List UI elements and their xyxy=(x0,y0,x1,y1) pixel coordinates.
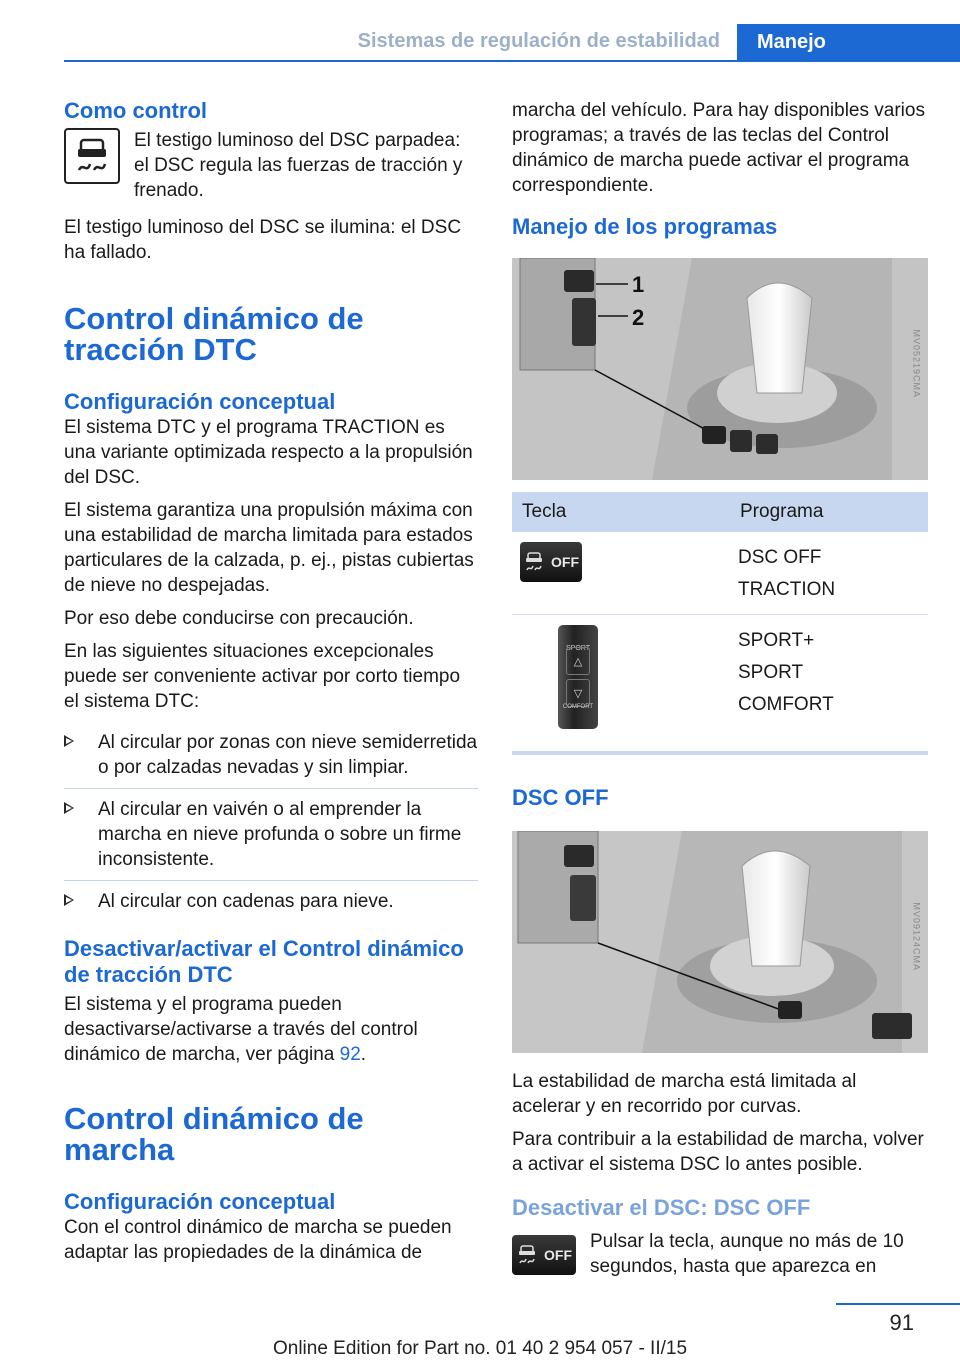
page-number: 91 xyxy=(889,1310,914,1335)
ddc-paragraph-cont: marcha del vehículo. Para hay disponibles varios programas; a través de las teclas del Control dinámico de marcha puede activar el programa correspondiente. xyxy=(512,100,925,196)
ddc-config-heading: Configuración conceptual xyxy=(64,1189,336,1214)
image-code-2: MV09124CMA xyxy=(912,902,922,971)
bullet-triangle-icon xyxy=(64,735,74,747)
deactivate-paragraph: Pulsar la tecla, aunque no más de 10 segundos, hasta que aparezca en xyxy=(590,1231,904,1277)
callout-1: 1 xyxy=(632,272,645,297)
edition-footer: Online Edition for Part no. 01 40 2 954 057 - II/15 xyxy=(272,1338,688,1359)
dtc-config-heading: Configuración conceptual xyxy=(64,389,336,414)
list-item: Al circular en vaivén o al emprender la marcha en nieve profunda o sobre un firme inconsistente. xyxy=(64,789,478,881)
lamp-description-2: El testigo luminoso del DSC se ilumina: el DSC ha fallado. xyxy=(64,217,462,263)
callout-2: 2 xyxy=(632,305,645,330)
traction-car-icon xyxy=(516,1245,538,1265)
dsc-off-button-inline[interactable]: OFF xyxy=(512,1235,576,1275)
center-console-photo-1 xyxy=(512,258,928,480)
ddc-title: Control dinámico de marcha xyxy=(64,1101,364,1167)
lamp-description: El testigo luminoso del DSC parpadea: el DSC regula las fuerzas de tracción y frenado. xyxy=(134,130,463,201)
traction-car-icon xyxy=(523,552,545,572)
dtc-paragraph-2: El sistema garantiza una propulsión máxima con una estabilidad de marcha limitada para estados particulares de la calzada, p. ej., pistas cubiertas de nieve no despejadas. xyxy=(64,500,474,596)
chapter-tab[interactable]: Manejo xyxy=(737,24,960,62)
page-link-92[interactable]: 92 xyxy=(339,1044,361,1065)
rocker-down-icon[interactable]: ▽ xyxy=(566,679,590,707)
center-console-illustration-2 xyxy=(512,831,928,1053)
footer-rule xyxy=(836,1303,960,1305)
program-traction: TRACTION xyxy=(738,579,836,600)
as-control-heading: Como control xyxy=(64,98,207,123)
table-header-row xyxy=(512,492,928,532)
program-dsc-off: DSC OFF xyxy=(738,547,822,568)
program-comfort: COMFORT xyxy=(738,694,834,715)
rocker-up-icon[interactable]: △ xyxy=(566,647,590,675)
programs-heading: Manejo de los programas xyxy=(512,214,778,239)
dtc-toggle-paragraph: El sistema y el programa pueden desactivarse/activarse a través del control dinámico de marcha, ver página 92. xyxy=(64,994,418,1065)
col-key: Tecla xyxy=(512,492,730,532)
page-header xyxy=(0,0,960,64)
ddc-paragraph-1: Con el control dinámico de marcha se pueden adaptar las propiedades de la dinámica de xyxy=(64,1217,452,1263)
dsc-paragraph-1: La estabilidad de marcha está limitada al acelerar y en recorrido por curvas. xyxy=(512,1071,857,1117)
programs-table xyxy=(512,492,928,737)
bullet-triangle-icon xyxy=(64,802,74,814)
dtc-title: Control dinámico de tracción DTC xyxy=(64,301,364,367)
deactivate-row xyxy=(512,1229,928,1287)
col-program: Programa xyxy=(730,492,928,532)
dtc-paragraph-1: El sistema DTC y el programa TRACTION es una variante optimizada respecto a la propulsión del DSC. xyxy=(64,417,473,488)
image-code-1: MV05219CMA xyxy=(912,329,922,398)
dsc-off-heading: DSC OFF xyxy=(512,785,609,810)
program-sport-plus: SPORT+ xyxy=(738,630,815,651)
program-sport: SPORT xyxy=(738,662,804,683)
rocker-label-sport: SPORT xyxy=(566,645,590,652)
table-end-rule xyxy=(512,751,928,755)
lamp-row xyxy=(64,128,478,211)
bullet-triangle-icon xyxy=(64,894,74,906)
dsc-paragraph-2: Para contribuir a la estabilidad de marcha, volver a activar el sistema DSC lo antes posible. xyxy=(512,1129,924,1175)
table-row xyxy=(512,532,928,615)
left-column xyxy=(64,98,478,1273)
list-item: Al circular por zonas con nieve semiderretida o por calzadas nevadas y sin limpiar. xyxy=(64,722,478,789)
dsc-warning-lamp-icon xyxy=(64,128,120,184)
header-rule xyxy=(64,60,737,62)
dtc-toggle-heading: Desactivar/activar el Control dinámico de tracción DTC xyxy=(64,936,464,987)
center-console-illustration-1 xyxy=(512,258,928,480)
rocker-label-comfort: COMFORT xyxy=(562,704,594,710)
dtc-paragraph-3: Por eso debe conducirse con precaución. xyxy=(64,608,414,629)
section-title: Sistemas de regulación de estabilidad xyxy=(357,30,720,52)
driving-dynamics-rocker-switch[interactable] xyxy=(558,625,598,729)
situation-list xyxy=(64,722,478,922)
right-column xyxy=(512,98,928,1287)
list-item: Al circular con cadenas para nieve. xyxy=(64,881,478,922)
dsc-off-button[interactable]: OFF xyxy=(520,542,582,582)
center-console-photo-2 xyxy=(512,831,928,1053)
deactivate-dsc-heading: Desactivar el DSC: DSC OFF xyxy=(512,1195,811,1220)
table-row xyxy=(512,615,928,738)
dtc-paragraph-4: En las siguientes situaciones excepcionales puede ser conveniente activar por corto tiempo el sistema DTC: xyxy=(64,641,461,712)
